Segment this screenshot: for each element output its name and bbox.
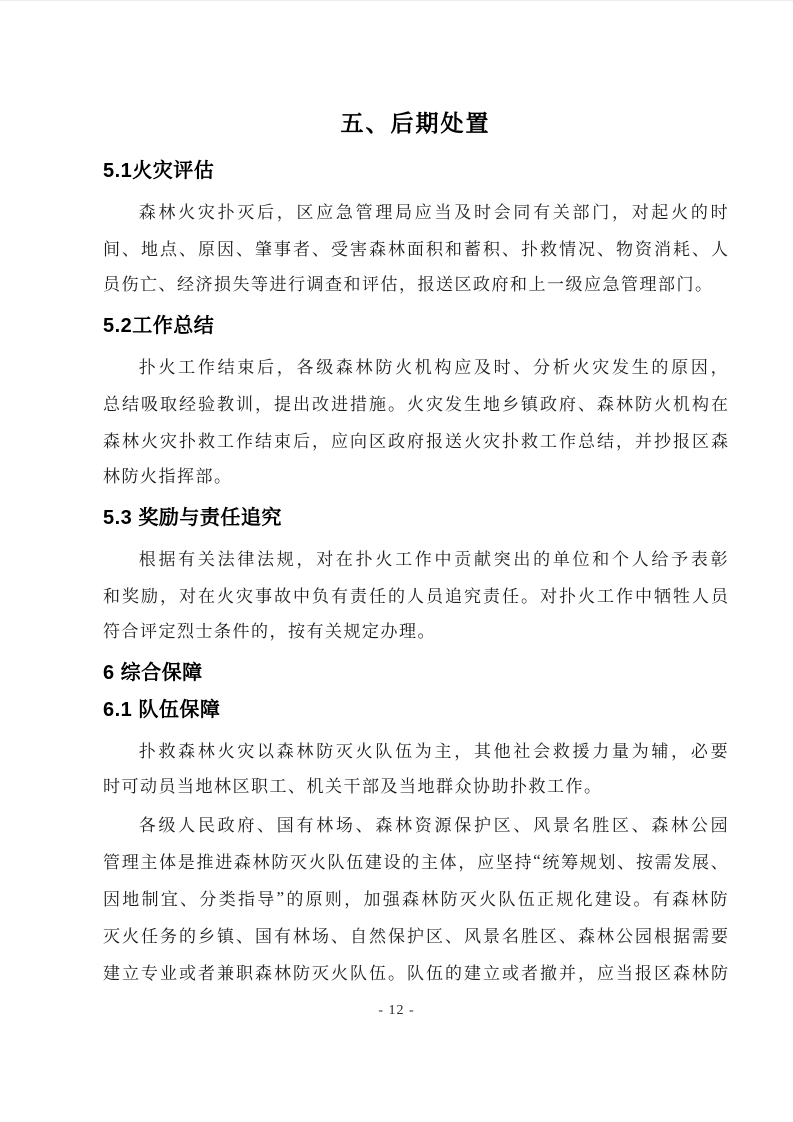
paragraph-line: 扑 救 森 林 火 灾 以 森 林 防 灭 火 队 伍 为 主 ， 其 他 社 会 救 援 力 量 为 辅 ， 必 要 <box>138 742 728 761</box>
page-number: - 12 - <box>378 1003 415 1018</box>
section-heading: 5.1火灾评估 <box>103 160 215 182</box>
paragraph-line: 时可动员当地林区职工、机关干部及当地群众协助扑救工作。 <box>103 777 603 796</box>
section-heading: 5.2工作总结 <box>103 315 215 337</box>
paragraph-line: 符合评定烈士条件的，按有关规定办理。 <box>103 622 436 641</box>
paragraph-line: 建 立 专 业 或 者 兼 职 森 林 防 灭 火 队 伍 。 队 伍 的 建 立 或 者 撤 并 ， 应 当 报 区 森 林 防 <box>103 964 728 983</box>
paragraph-line: 森 林 火 灾 扑 救 工 作 结 束 后 ， 应 向 区 政 府 报 送 火 灾 扑 救 工 作 总 结 ， 并 抄 报 区 森 <box>103 432 728 451</box>
paragraph-line: 森 林 火 灾 扑 灭 后 ， 区 应 急 管 理 局 应 当 及 时 会 同 有 关 部 门 ， 对 起 火 的 时 <box>138 203 728 222</box>
paragraph <box>103 731 728 805</box>
paragraph <box>103 347 728 495</box>
section-heading: 6 综合保障 <box>103 662 203 684</box>
section-heading: 5.3 奖励与责任追究 <box>103 507 282 529</box>
paragraph-line: 因 地 制 宜 、 分 类 指 导 ” 的 原 则 ， 加 强 森 林 防 灭 火 队 伍 正 规 化 建 设 。 有 森 林 防 <box>103 887 728 909</box>
section-heading: 6.1 队伍保障 <box>103 699 221 721</box>
paragraph-line: 灭 火 任 务 的 乡 镇 、 国 有 林 场 、 自 然 保 护 区 、 风 景 名 胜 区 、 森 林 公 园 根 据 需 要 <box>103 927 728 946</box>
paragraph <box>103 192 728 303</box>
paragraph-line: 根 据 有 关 法 律 法 规 ， 对 在 扑 火 工 作 中 贡 献 突 出 的 单 位 和 个 人 给 予 表 彰 <box>138 550 728 569</box>
paragraph-line: 林防火指挥部。 <box>103 467 233 486</box>
paragraph-line: 员伤亡、经济损失等进行调查和评估，报送区政府和上一级应急管理部门。 <box>103 275 714 294</box>
paragraph <box>103 539 728 650</box>
paragraph-line: 各 级 人 民 政 府 、 国 有 林 场 、 森 林 资 源 保 护 区 、 风 景 名 胜 区 、 森 林 公 园 <box>138 816 728 835</box>
paragraph-line: 管 理 主 体 是 推 进 森 林 防 灭 火 队 伍 建 设 的 主 体 ， 应 坚 持 “ 统 筹 规 划 、 按 需 发 展 、 <box>103 850 728 872</box>
document-body <box>103 157 728 990</box>
paragraph-line: 扑 火 工 作 结 束 后 ， 各 级 森 林 防 火 机 构 应 及 时 、 分 析 火 灾 发 生 的 原 因 ， <box>138 358 728 377</box>
paragraph-line: 间 、 地 点 、 原 因 、 肇 事 者 、 受 害 森 林 面 积 和 蓄 积 、 扑 救 情 况 、 物 资 消 耗 、 人 <box>103 240 728 259</box>
paragraph-line: 总 结 吸 取 经 验 教 训 ， 提 出 改 进 措 施 。 火 灾 发 生 地 乡 镇 政 府 、 森 林 防 火 机 构 在 <box>103 395 728 414</box>
page-title: 五、后期处置 <box>340 110 491 136</box>
document-content <box>103 109 728 990</box>
paragraph-line: 和 奖 励 ， 对 在 火 灾 事 故 中 负 有 责 任 的 人 员 追 究 责 任 。 对 扑 火 工 作 中 牺 牲 人 员 <box>103 587 728 606</box>
paragraph <box>103 805 728 990</box>
